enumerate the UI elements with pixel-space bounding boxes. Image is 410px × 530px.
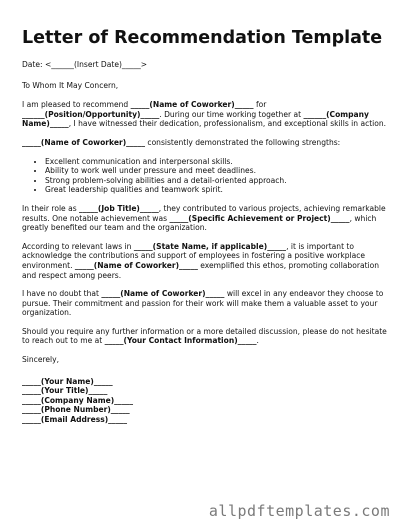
closing: Sincerely, [22, 355, 60, 365]
strengths-intro-paragraph [22, 138, 392, 148]
intro-paragraph [22, 100, 392, 129]
site-watermark: allpdftemplates.com [208, 502, 390, 520]
text: I have no doubt that [22, 289, 102, 299]
role-paragraph [22, 204, 392, 233]
text: I am pleased to recommend [22, 100, 131, 110]
placeholder-state-name: _____(State Name, if applicable)_____ [133, 241, 287, 251]
text: . [256, 336, 259, 346]
text: , which greatly benefited our team and the organization. [22, 213, 377, 233]
text: for [253, 100, 267, 110]
placeholder-coworker-name: _____(Name of Coworker)_____ [130, 100, 254, 110]
strengths-list [22, 157, 392, 195]
laws-paragraph [22, 242, 392, 280]
contact-paragraph [22, 327, 392, 346]
text: . During our time working together at [159, 109, 304, 119]
text: Should you require any further information or a more detailed discussion, please do not hesitate to reach out to me at [22, 326, 387, 346]
placeholder-coworker-name: _____(Name of Coworker)_____ [22, 137, 146, 147]
placeholder-achievement: _____(Specific Achievement or Project)_____ [169, 213, 350, 223]
signature-email: _____(Email Address)_____ [22, 415, 128, 425]
salutation: To Whom It May Concern, [22, 80, 119, 90]
endorsement-paragraph [22, 289, 392, 318]
date-line: Date: <______(Insert Date)_____> [22, 60, 148, 69]
text: According to relevant laws in [22, 241, 134, 251]
text: exemplified this ethos, promoting collaboration and respect among peers. [22, 260, 380, 280]
text: consistently demonstrated the following strengths: [145, 137, 341, 147]
text: , I have witnessed their dedication, professionalism, and exceptional skills in action. [68, 119, 387, 129]
placeholder-position: ______(Position/Opportunity)_____ [22, 109, 160, 119]
signature-block [22, 377, 392, 425]
signature-title: _____(Your Title)_____ [22, 386, 108, 396]
letter-page [22, 28, 392, 425]
text: , they contributed to various projects, achieving remarkable results. One notable achievement was [22, 203, 386, 223]
placeholder-contact-info: _____(Your Contact Information)_____ [104, 336, 257, 346]
placeholder-company-name: ______(Company Name)_____ [22, 109, 369, 129]
list-item: • Ability to work well under pressure and meet deadlines. [45, 166, 392, 176]
placeholder-job-title: _____(Job Title)_____ [79, 203, 159, 213]
placeholder-coworker-name: _____(Name of Coworker)_____ [74, 260, 198, 270]
text: In their role as [22, 203, 80, 213]
list-item: • Strong problem-solving abilities and a detail-oriented approach. [45, 176, 392, 186]
text: , it is important to acknowledge the contributions and support of employees in fostering a positive workplace environment. [22, 241, 366, 270]
signature-name: _____(Your Name)_____ [22, 376, 113, 386]
document-title: Letter of Recommendation Template [22, 28, 383, 48]
signature-company: _____(Company Name)_____ [22, 395, 134, 405]
text: will excel in any endeavor they choose to pursue. Their commitment and passion for their work will make them a valuable asset to your organization. [22, 289, 384, 318]
placeholder-coworker-name: _____(Name of Coworker)_____ [101, 289, 225, 299]
signature-phone: _____(Phone Number)_____ [22, 405, 130, 415]
list-item: • Great leadership qualities and teamwork spirit. [45, 185, 392, 195]
list-item: • Excellent communication and interpersonal skills. [45, 157, 392, 167]
